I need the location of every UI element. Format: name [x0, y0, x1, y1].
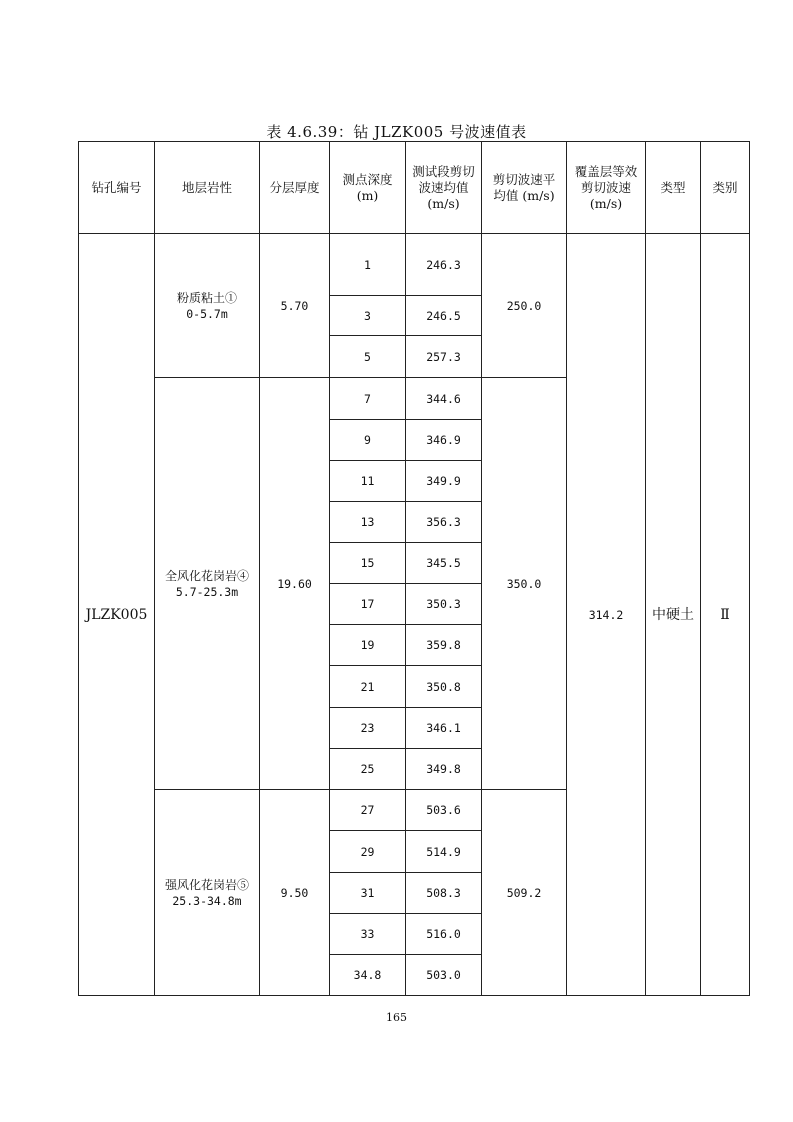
table-row — [79, 234, 750, 296]
point-shear-velocity: 349.8 — [406, 749, 482, 790]
header-hole-id: 钻孔编号 — [79, 142, 155, 234]
layer-average-velocity: 250.0 — [482, 234, 567, 378]
point-depth: 34.8 — [330, 955, 406, 996]
point-depth: 3 — [330, 296, 406, 336]
borehole-id: JLZK005 — [79, 234, 155, 996]
point-depth: 29 — [330, 831, 406, 873]
point-depth: 1 — [330, 234, 406, 296]
cover-equivalent-velocity: 314.2 — [567, 234, 646, 996]
point-shear-velocity: 356.3 — [406, 502, 482, 543]
point-shear-velocity: 508.3 — [406, 873, 482, 914]
point-shear-velocity: 514.9 — [406, 831, 482, 873]
point-shear-velocity: 350.8 — [406, 666, 482, 708]
point-depth: 19 — [330, 625, 406, 666]
wave-velocity-table — [78, 141, 750, 996]
point-shear-velocity: 359.8 — [406, 625, 482, 666]
header-segment-vs: 测试段剪切 波速均值 (m/s) — [406, 142, 482, 234]
header-average-vs: 剪切波速平 均值 (m/s) — [482, 142, 567, 234]
point-shear-velocity: 349.9 — [406, 461, 482, 502]
header-depth: 测点深度 (m) — [330, 142, 406, 234]
header-category: 类别 — [701, 142, 750, 234]
point-depth: 27 — [330, 790, 406, 831]
point-depth: 17 — [330, 584, 406, 625]
point-shear-velocity: 246.5 — [406, 296, 482, 336]
layer-thickness: 5.70 — [260, 234, 330, 378]
point-shear-velocity: 516.0 — [406, 914, 482, 955]
point-depth: 5 — [330, 336, 406, 378]
point-depth: 23 — [330, 708, 406, 749]
point-shear-velocity: 503.6 — [406, 790, 482, 831]
point-shear-velocity: 257.3 — [406, 336, 482, 378]
site-category: Ⅱ — [701, 234, 750, 996]
stratum-name: 强风化花岗岩⑤ — [164, 877, 249, 892]
point-shear-velocity: 246.3 — [406, 234, 482, 296]
header-stratum: 地层岩性 — [155, 142, 260, 234]
point-shear-velocity: 346.1 — [406, 708, 482, 749]
point-depth: 9 — [330, 420, 406, 461]
stratum-range: 5.7-25.3m — [175, 584, 239, 599]
point-depth: 11 — [330, 461, 406, 502]
point-depth: 15 — [330, 543, 406, 584]
stratum-cell — [155, 790, 260, 996]
soil-type: 中硬土 — [646, 234, 701, 996]
point-depth: 31 — [330, 873, 406, 914]
layer-average-velocity: 509.2 — [482, 790, 567, 996]
layer-average-velocity: 350.0 — [482, 378, 567, 790]
point-shear-velocity: 344.6 — [406, 378, 482, 420]
stratum-name: 粉质粘土① — [176, 290, 237, 305]
stratum-range: 25.3-34.8m — [172, 893, 242, 908]
point-shear-velocity: 350.3 — [406, 584, 482, 625]
point-depth: 33 — [330, 914, 406, 955]
stratum-cell — [155, 234, 260, 378]
layer-thickness: 9.50 — [260, 790, 330, 996]
header-type: 类型 — [646, 142, 701, 234]
stratum-range: 0-5.7m — [186, 306, 228, 321]
point-shear-velocity: 345.5 — [406, 543, 482, 584]
header-thickness: 分层厚度 — [260, 142, 330, 234]
table-title: 表 4.6.39：钻 JLZK005 号波速值表 — [266, 123, 527, 141]
page-number: 165 — [386, 1011, 407, 1024]
header-row — [79, 142, 750, 234]
header-cover-vs: 覆盖层等效 剪切波速 (m/s) — [567, 142, 646, 234]
point-shear-velocity: 346.9 — [406, 420, 482, 461]
point-shear-velocity: 503.0 — [406, 955, 482, 996]
point-depth: 7 — [330, 378, 406, 420]
point-depth: 13 — [330, 502, 406, 543]
stratum-name: 全风化花岗岩④ — [164, 568, 249, 583]
point-depth: 25 — [330, 749, 406, 790]
layer-thickness: 19.60 — [260, 378, 330, 790]
point-depth: 21 — [330, 666, 406, 708]
stratum-cell — [155, 378, 260, 790]
